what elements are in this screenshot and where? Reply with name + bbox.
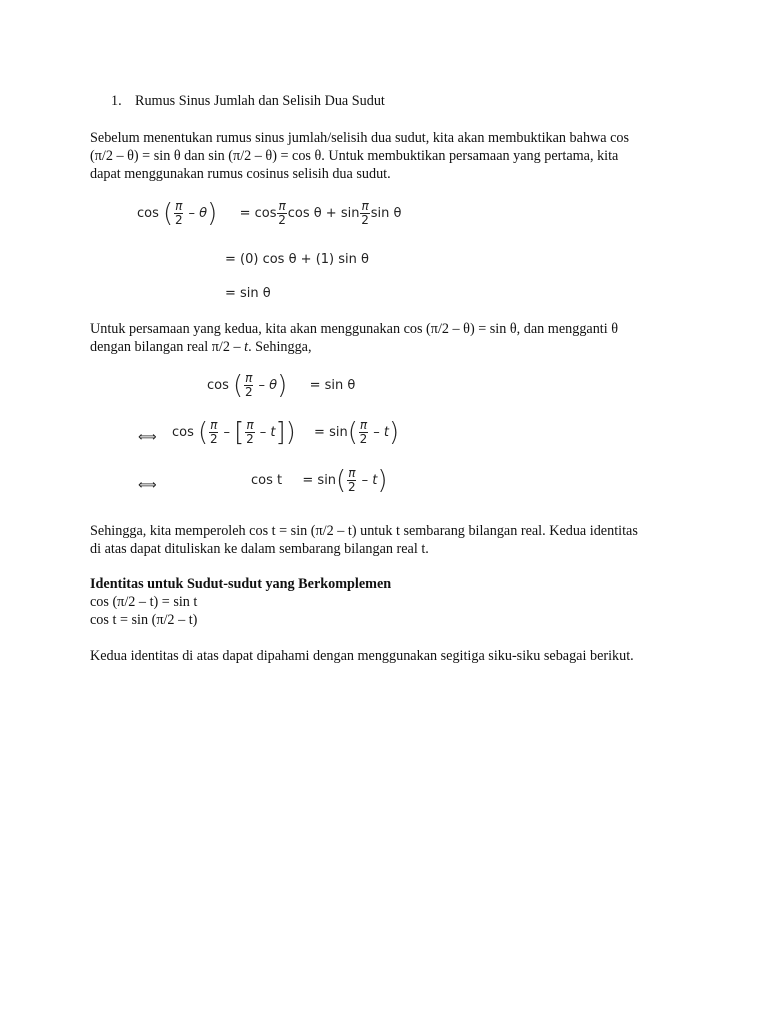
fraction: $\frac{\pi}{2}$ <box>361 199 369 227</box>
eq2-row-3: cos t = sin( $\frac{\pi}{2}$ – t) <box>251 465 388 496</box>
para2-line-1: Untuk persamaan yang kedua, kita akan menggunakan cos (π/2 – θ) = sin θ, dan mengganti θ <box>90 321 619 337</box>
para3-line-1: Sehingga, kita memperoleh cos t = sin (π/2 – t) untuk t sembarang bilangan real. Kedua identitas <box>90 523 638 539</box>
intro-line-2: (π/2 – θ) = sin θ dan sin (π/2 – θ) = cos θ. Untuk membuktikan persamaan yang pertama, kita <box>90 148 619 164</box>
eq1-row-3: = sin θ <box>225 286 271 301</box>
eq1-rhs-c: sin θ <box>370 206 402 221</box>
eq2-row-2: cos ( $\frac{\pi}{2}$ – [ $\frac{\pi}{2}$ – t]) = sin( $\frac{\pi}{2}$ – t) <box>172 417 400 448</box>
identitas-title: Identitas untuk Sudut-sudut yang Berkomplemen <box>90 576 392 592</box>
paragraph-2 <box>90 320 690 356</box>
para2-line-2: dengan bilangan real π/2 – t. Sehingga, <box>90 339 312 355</box>
fraction: $\frac{\pi}{2}$ <box>246 418 254 446</box>
iff-symbol: ⟺ <box>138 430 157 445</box>
intro-paragraph <box>90 129 690 183</box>
eq1-lhs-cos: cos <box>137 206 159 221</box>
fraction: $\frac{\pi}{2}$ <box>278 199 286 227</box>
identity-1: cos (π/2 – t) = sin t <box>90 594 198 610</box>
fraction: $\frac{\pi}{2}$ <box>174 199 183 227</box>
fraction: $\frac{\pi}{2}$ <box>348 466 356 494</box>
para4-line-1: Kedua identitas di atas dapat dipahami dengan menggunakan segitiga siku-siku sebagai berikut. <box>90 648 634 664</box>
section-heading <box>111 93 385 110</box>
fraction: $\frac{\pi}{2}$ <box>359 418 368 446</box>
eq1-row-2: = (0) cos θ + (1) sin θ <box>225 252 369 267</box>
paragraph-4 <box>90 647 690 665</box>
identity-2: cos t = sin (π/2 – t) <box>90 612 198 628</box>
fraction: $\frac{\pi}{2}$ <box>209 418 218 446</box>
eq2-row-1: cos ( $\frac{\pi}{2}$ – θ) = sin θ <box>207 370 356 401</box>
paragraph-3 <box>90 522 690 558</box>
section-number: 1. <box>111 93 122 109</box>
intro-line-1: Sebelum menentukan rumus sinus jumlah/selisih dua sudut, kita akan membuktikan bahwa cos <box>90 130 630 146</box>
identitas-block <box>90 575 690 629</box>
eq1-row-1: cos ( $\frac{\pi}{2}$ – θ) = cos $\frac{\pi}{2}$ cos θ + sin $\frac{\pi}{2}$ sin θ <box>137 198 402 229</box>
para3-line-2: di atas dapat dituliskan ke dalam sembarang bilangan real t. <box>90 541 429 557</box>
intro-line-3: dapat menggunakan rumus cosinus selisih dua sudut. <box>90 166 391 182</box>
iff-symbol: ⟺ <box>138 478 157 493</box>
section-title: Rumus Sinus Jumlah dan Selisih Dua Sudut <box>135 93 385 109</box>
eq1-rhs-a: = cos <box>239 206 277 221</box>
eq1-rhs-b: cos θ + sin <box>287 206 360 221</box>
fraction: $\frac{\pi}{2}$ <box>244 371 253 399</box>
